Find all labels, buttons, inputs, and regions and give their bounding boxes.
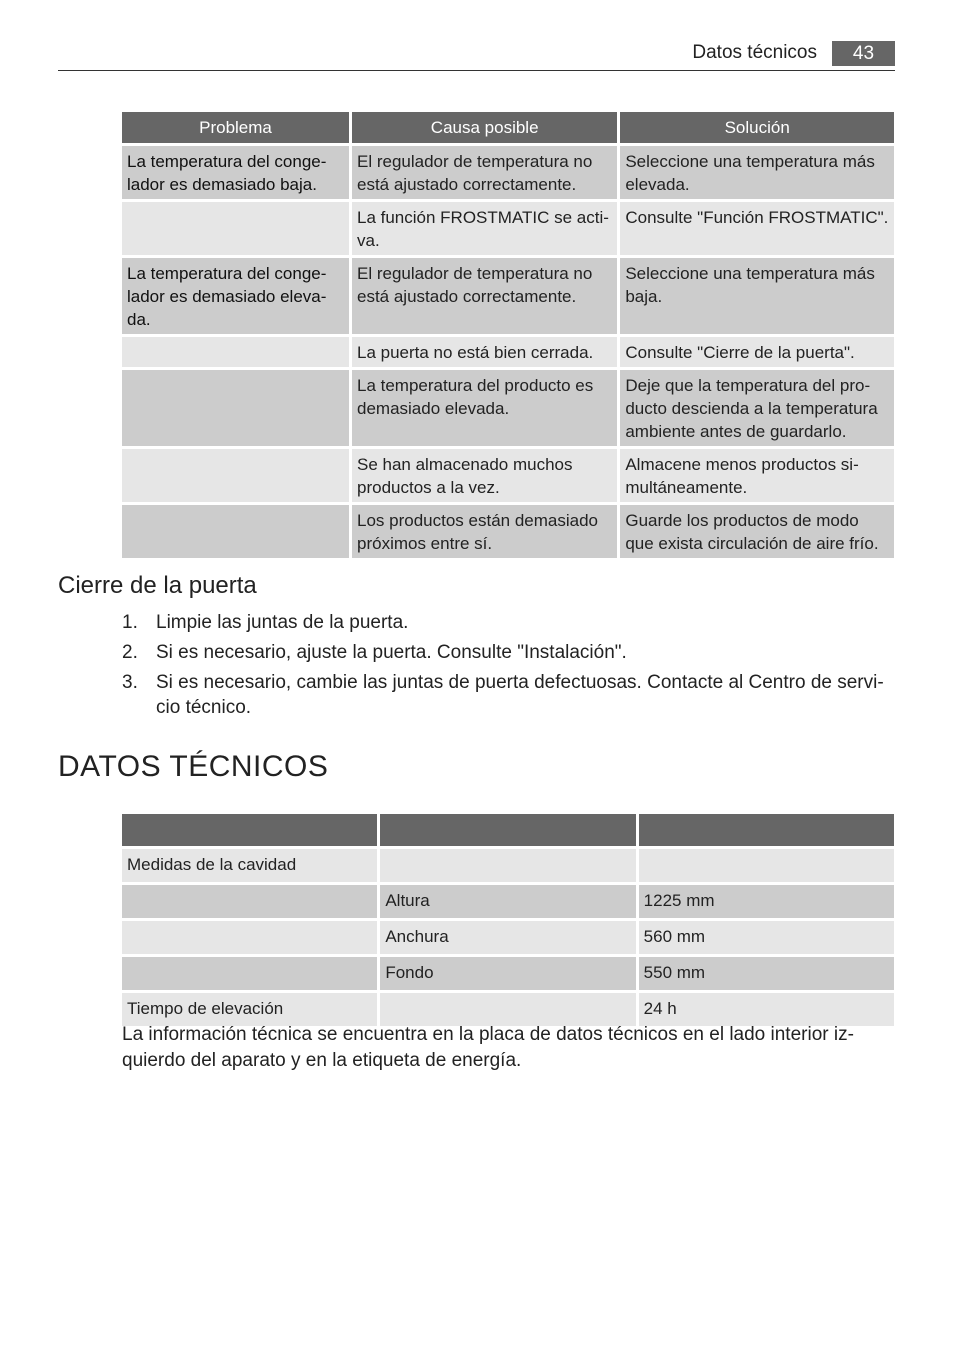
cause-cell: El regulador de temperatura no está ajustado correctamente. [352,258,617,334]
value-cell: 1225 mm [639,885,894,918]
cause-cell: Se han almacenado muchos productos a la vez. [352,449,617,502]
column-header [380,814,635,846]
solution-cell: Seleccione una temperatura más baja. [620,258,894,334]
label-cell [122,957,377,990]
solution-cell: Guarde los productos de modo que exista circulación de aire frío. [620,505,894,558]
problem-cell [122,337,349,367]
param-cell [380,849,635,882]
column-header [122,814,377,846]
solution-cell: Almacene menos productos simultáneamente. [620,449,894,502]
value-cell: 550 mm [639,957,894,990]
tech-section-heading: DATOS TÉCNICOS [58,750,329,783]
page-number: 43 [832,41,895,66]
label-cell: Tiempo de elevación [122,993,377,1026]
column-header-cause: Causa posible [352,112,617,143]
step-text: Si es necesario, cambie las juntas de puerta defectuosas. Contacte al Centro de servicio técnico. [156,672,884,718]
table-row [122,849,894,882]
step-number: 2. [122,642,138,663]
solution-cell: Deje que la temperatura del producto descienda a la temperatura ambiente antes de guardarlo. [620,370,894,446]
solution-cell: Consulte "Cierre de la puerta". [620,337,894,367]
cause-cell: La puerta no está bien cerrada. [352,337,617,367]
table-row [122,146,894,199]
table-row [122,957,894,990]
problem-cell: La temperatura del congelador es demasiado elevada. [122,258,349,334]
solution-cell: Consulte "Función FROSTMATIC". [620,202,894,255]
header-title: Datos técnicos [692,42,817,63]
step-text: Si es necesario, ajuste la puerta. Consulte "Instalación". [156,642,627,663]
param-cell: Altura [380,885,635,918]
column-header-solution: Solución [620,112,894,143]
param-cell: Anchura [380,921,635,954]
page-header [58,40,895,71]
column-header [639,814,894,846]
cause-cell: El regulador de temperatura no está ajustado correctamente. [352,146,617,199]
step-number: 1. [122,612,138,633]
table-row [122,258,894,334]
table-header-row [122,814,894,846]
cause-cell: Los productos están demasiado próximos entre sí. [352,505,617,558]
door-section-heading: Cierre de la puerta [58,572,257,599]
table-row [122,921,894,954]
step-text: Limpie las juntas de la puerta. [156,612,409,633]
table-row [122,885,894,918]
label-cell [122,921,377,954]
problem-cell [122,370,349,446]
cause-cell: La función FROSTMATIC se activa. [352,202,617,255]
list-item [122,670,892,720]
table-row [122,449,894,502]
technical-data-table [119,811,897,1029]
cause-cell: La temperatura del producto es demasiado elevada. [352,370,617,446]
label-cell: Medidas de la cavidad [122,849,377,882]
table-row [122,370,894,446]
table-header-row [122,112,894,143]
value-cell: 560 mm [639,921,894,954]
table-row [122,202,894,255]
problem-cell [122,505,349,558]
tech-info-note: La información técnica se encuentra en la placa de datos técnicos en el lado interior izquierdo del aparato y en la etiqueta de energía. [122,1024,854,1071]
label-cell [122,885,377,918]
table-row [122,505,894,558]
troubleshooting-table [119,109,897,561]
step-number: 3. [122,672,138,693]
list-item [122,640,892,665]
value-cell: 24 h [639,993,894,1026]
param-cell: Fondo [380,957,635,990]
column-header-problem: Problema [122,112,349,143]
problem-cell: La temperatura del congelador es demasiado baja. [122,146,349,199]
value-cell [639,849,894,882]
problem-cell [122,202,349,255]
table-row [122,337,894,367]
problem-cell [122,449,349,502]
door-steps-list [122,610,892,725]
list-item [122,610,892,635]
solution-cell: Seleccione una temperatura más elevada. [620,146,894,199]
